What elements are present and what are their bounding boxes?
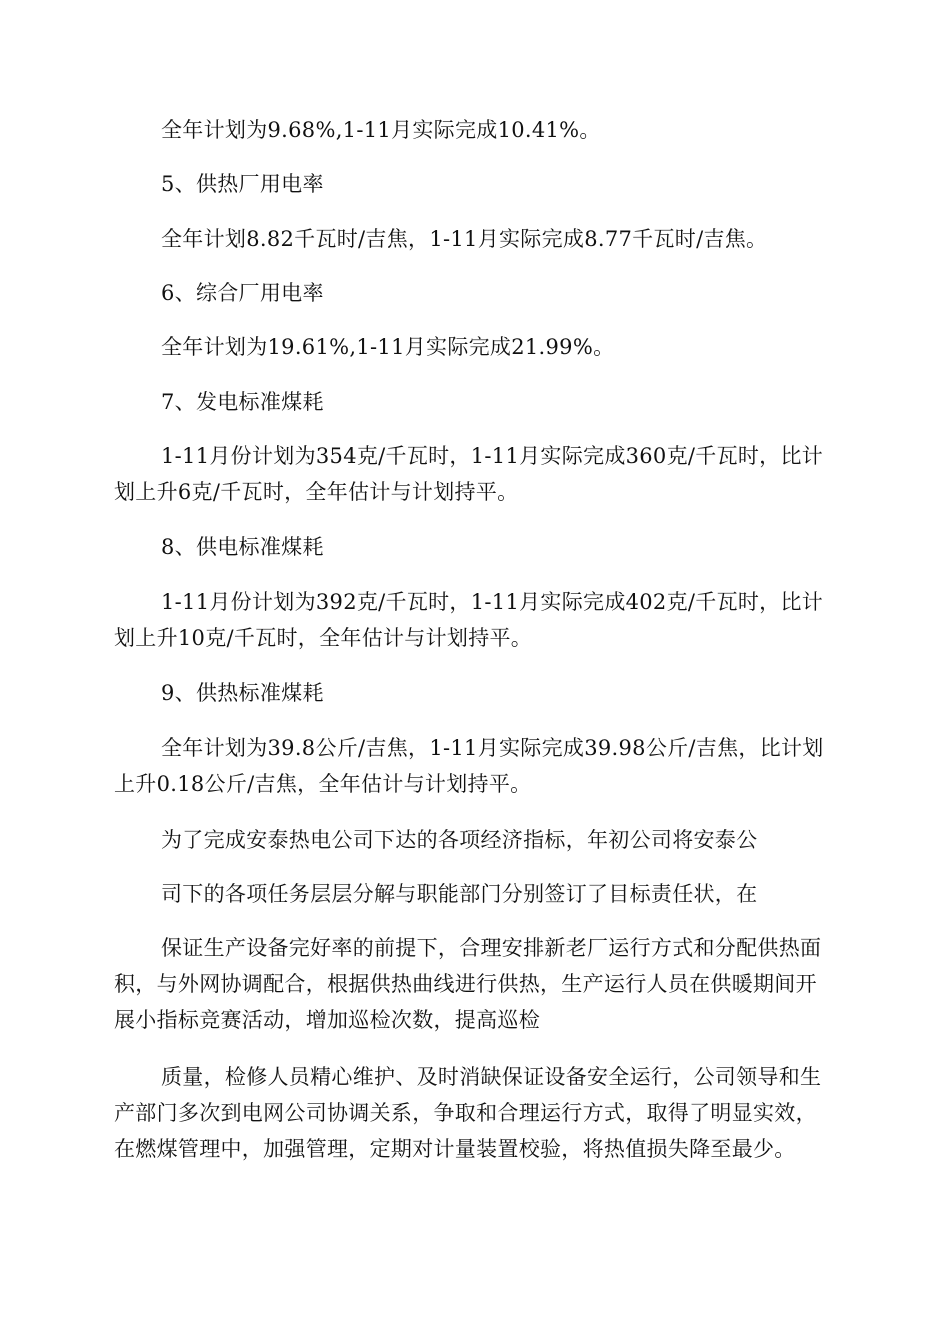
heading-6: 6、综合厂用电率 bbox=[161, 281, 324, 305]
paragraph-9: 保证生产设备完好率的前提下，合理安排新老厂运行方式和分配供热面积，与外网协调配合，根据供热曲线进行供热，生产运行人员在供暖期间开展小指标竞赛活动，增加巡检次数，提高巡检 bbox=[114, 936, 822, 1032]
heading-9: 9、供热标准煤耗 bbox=[161, 681, 324, 705]
heading-5: 5、供热厂用电率 bbox=[161, 172, 324, 196]
paragraph-5: 1-11月份计划为392克/千瓦时，1-11月实际完成402克/千瓦时，比计划上升10克/千瓦时，全年估计与计划持平。 bbox=[114, 590, 824, 650]
paragraph-8: 司下的各项任务层层分解与职能部门分别签订了目标责任状，在 bbox=[161, 882, 758, 906]
paragraph-4: 1-11月份计划为354克/千瓦时，1-11月实际完成360克/千瓦时，比计划上升6克/千瓦时，全年估计与计划持平。 bbox=[114, 444, 824, 504]
paragraph-7: 为了完成安泰热电公司下达的各项经济指标，年初公司将安泰公 bbox=[161, 828, 758, 852]
paragraph-6: 全年计划为39.8公斤/吉焦，1-11月实际完成39.98公斤/吉焦，比计划上升0.18公斤/吉焦，全年估计与计划持平。 bbox=[114, 736, 824, 796]
heading-8: 8、供电标准煤耗 bbox=[161, 535, 324, 559]
paragraph-10: 质量，检修人员精心维护、及时消缺保证设备安全运行，公司领导和生产部门多次到电网公司协调关系，争取和合理运行方式，取得了明显实效，在燃煤管理中，加强管理，定期对计量装置校验，将热值损失降至最少。 bbox=[114, 1065, 822, 1161]
paragraph-2: 全年计划8.82千瓦时/吉焦，1-11月实际完成8.77千瓦时/吉焦。 bbox=[161, 227, 768, 251]
paragraph-1: 全年计划为9.68%,1-11月实际完成10.41%。 bbox=[161, 118, 601, 142]
heading-7: 7、发电标准煤耗 bbox=[161, 390, 324, 414]
paragraph-3: 全年计划为19.61%,1-11月实际完成21.99%。 bbox=[161, 335, 615, 359]
